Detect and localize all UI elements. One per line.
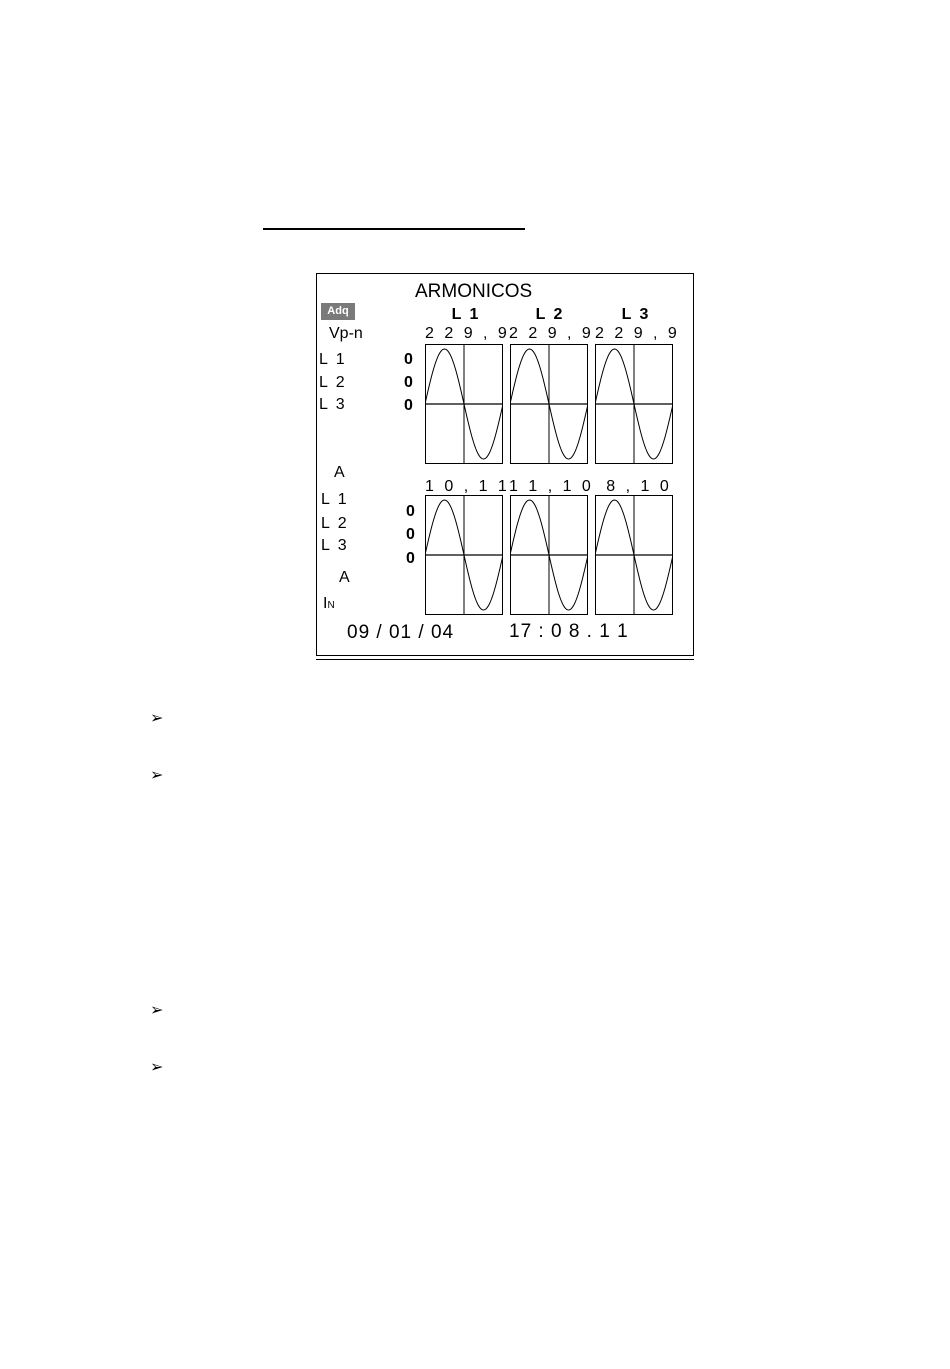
phase-header-l2: L 2 [535, 306, 565, 323]
voltage-waveform-l1 [425, 344, 503, 464]
bullet-arrow-1: ➢ [150, 710, 164, 727]
voltage-value-l1: 2 2 9 , 9 [425, 325, 510, 342]
voltage-waveform-l2 [510, 344, 588, 464]
voltage-value-l3: 2 2 9 , 9 [595, 325, 680, 342]
heading-underline [263, 228, 525, 230]
voltage-zero-l3: 0 [404, 397, 413, 414]
current-row-l2: L 2 [321, 515, 349, 532]
voltage-row-l3: L 3 [319, 396, 347, 413]
current-zero-l2: 0 [406, 526, 415, 543]
waveform-plot [425, 344, 503, 464]
current-row-l1: L 1 [321, 491, 349, 508]
current-unit: A [334, 464, 345, 481]
phase-header-l1: L 1 [451, 306, 481, 323]
current-value-l2: 1 1 , 1 0 [509, 478, 594, 495]
voltage-row-l2: L 2 [319, 374, 347, 391]
voltage-unit: Vp-n [329, 325, 363, 342]
current-zero-l1: 0 [406, 503, 415, 520]
bullet-arrow-3: ➢ [150, 1002, 164, 1019]
voltage-value-l2: 2 2 9 , 9 [509, 325, 594, 342]
waveform-plot [595, 495, 673, 615]
current-unit-bottom: A [339, 569, 350, 586]
current-value-l1: 1 0 , 1 1 [425, 478, 510, 495]
neutral-current-label: IN [323, 595, 335, 612]
current-waveform-l1 [425, 495, 503, 615]
waveform-plot [595, 344, 673, 464]
current-value-l3: 8 , 1 0 [606, 478, 672, 495]
voltage-waveform-l3 [595, 344, 673, 464]
screen-time: 17 : 0 8 . 1 1 [509, 621, 629, 642]
waveform-plot [425, 495, 503, 615]
waveform-plot [510, 495, 588, 615]
bullet-arrow-4: ➢ [150, 1059, 164, 1076]
screen-title: ARMONICOS [415, 281, 533, 302]
voltage-zero-l1: 0 [404, 351, 413, 368]
voltage-row-l1: L 1 [319, 351, 347, 368]
waveform-plot [510, 344, 588, 464]
current-row-l3: L 3 [321, 537, 349, 554]
current-zero-l3: 0 [406, 550, 415, 567]
current-waveform-l2 [510, 495, 588, 615]
analyzer-screen [316, 273, 694, 656]
current-waveform-l3 [595, 495, 673, 615]
bullet-arrow-2: ➢ [150, 767, 164, 784]
phase-header-l3: L 3 [621, 306, 651, 323]
screen-bottom-rule [316, 659, 694, 660]
acquisition-badge: Adq [321, 303, 355, 320]
voltage-zero-l2: 0 [404, 374, 413, 391]
screen-date: 09 / 01 / 04 [347, 622, 455, 643]
